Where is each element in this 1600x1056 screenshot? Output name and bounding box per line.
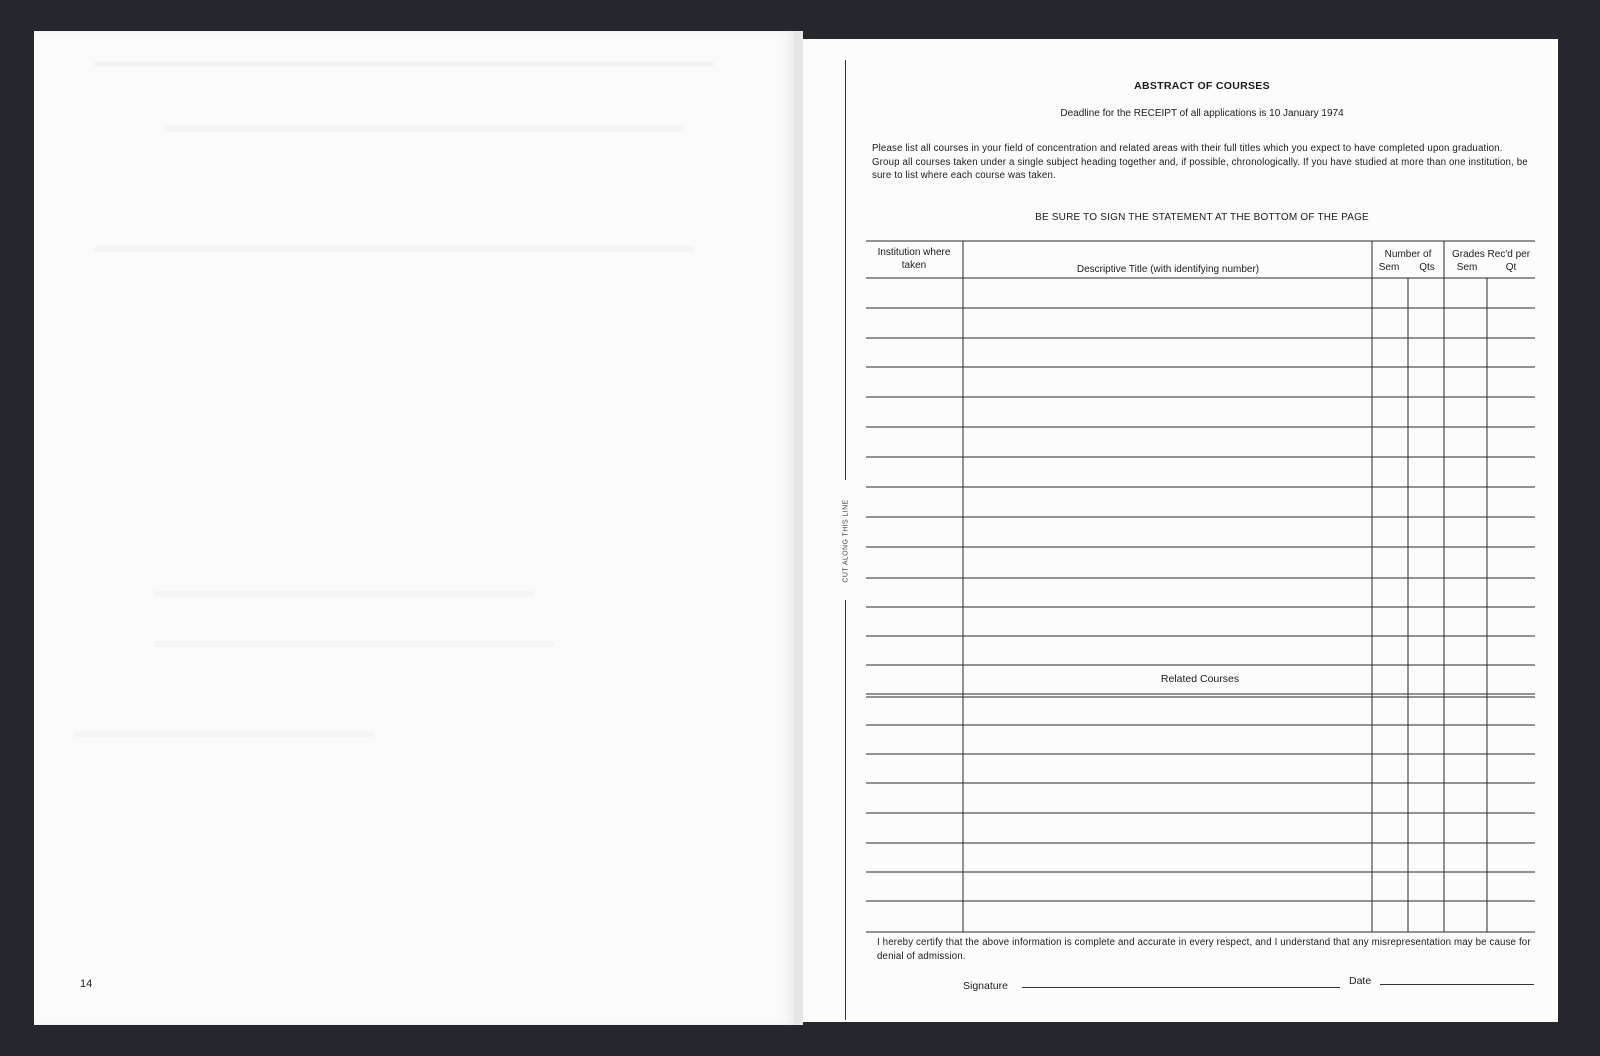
instructions-paragraph: Please list all courses in your field of concentration and related areas with their full titles which you expect to have completed upon graduation. Group all courses taken under a single subject heading together and, if possible, chronologically. If you have studied at more than one institution, be sure to list where each course was taken.: [872, 143, 1528, 181]
cut-label: CUT ALONG THIS LINE: [842, 499, 850, 583]
signature-field[interactable]: [1022, 987, 1340, 988]
certification-statement: I hereby certify that the above information is complete and accurate in every respect, and I understand that any misrepresentation may be cause for denial of admission.: [877, 937, 1531, 962]
deadline-note: Deadline for the RECEIPT of all applications is 10 January 1974: [1060, 108, 1344, 119]
col-header-institution: Institution where taken: [877, 247, 951, 271]
date-label: Date: [1349, 975, 1372, 987]
col-header-number-of: Number of: [1384, 249, 1432, 260]
col-header-grades-qt: Qt: [1505, 262, 1517, 273]
col-header-number-sem: Sem: [1378, 262, 1400, 273]
signature-label: Signature: [963, 980, 1008, 992]
col-header-grades-sem: Sem: [1456, 262, 1478, 273]
form-title: ABSTRACT OF COURSES: [1134, 80, 1270, 92]
col-header-title: Descriptive Title (with identifying number): [1076, 264, 1260, 275]
col-header-grades: Grades Rec'd per: [1451, 249, 1531, 260]
date-field[interactable]: [1380, 984, 1534, 985]
related-courses-heading: Related Courses: [1160, 673, 1240, 685]
col-header-number-qts: Qts: [1419, 262, 1435, 273]
page-number: 14: [80, 978, 93, 990]
sign-reminder: BE SURE TO SIGN THE STATEMENT AT THE BOTTOM OF THE PAGE: [1035, 212, 1369, 223]
